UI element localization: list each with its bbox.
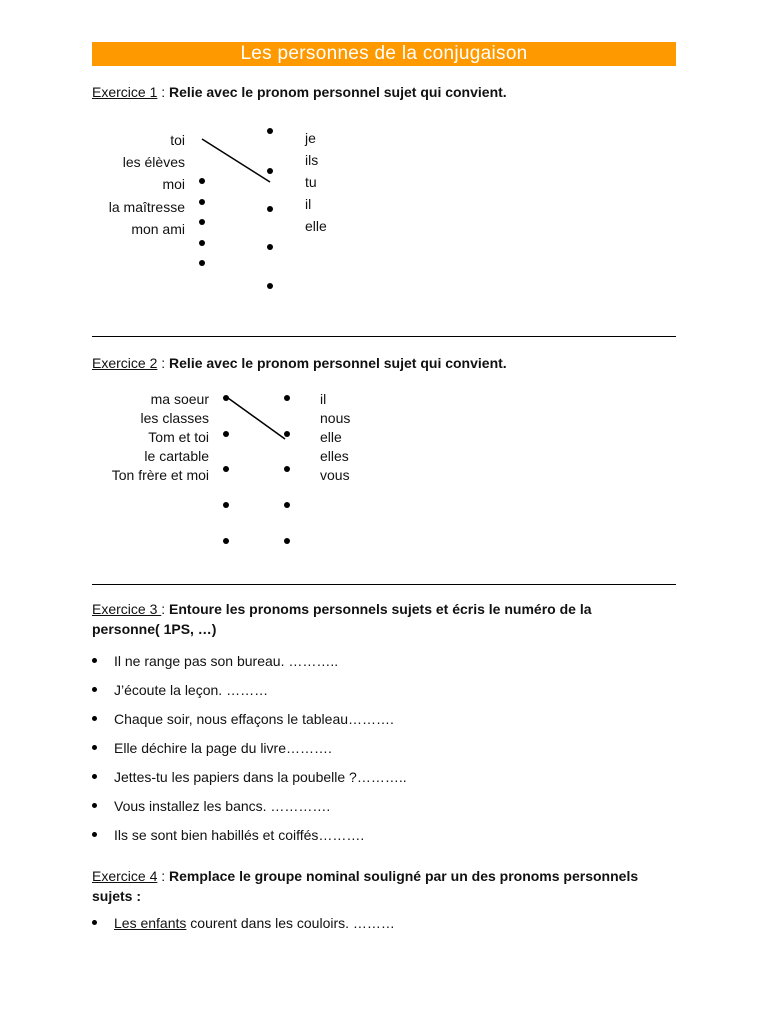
- list-item: [92, 825, 407, 854]
- ex1-right-dot[interactable]: [267, 206, 273, 212]
- ex2-left-word: ma soeur: [150, 391, 209, 407]
- exercise-4-list: [92, 913, 395, 942]
- exercise-3-heading: [92, 599, 676, 639]
- ex1-right-dot[interactable]: [267, 128, 273, 134]
- exercise-2-label: Exercice 2: [92, 355, 158, 371]
- ex2-left-word: les classes: [140, 410, 209, 426]
- ex2-right-pronoun: nous: [320, 410, 351, 426]
- exercise-2-separator: :: [157, 355, 170, 371]
- exercise-2-instruction: Relie avec le pronom personnel sujet qui convient.: [169, 355, 507, 371]
- ex1-right-pronoun: ils: [305, 152, 319, 168]
- ex2-left-dot[interactable]: [223, 502, 229, 508]
- ex2-left-dot[interactable]: [223, 466, 229, 472]
- exercise-4-instruction-line1: Remplace le groupe nominal souligné par un des pronoms personnels: [169, 868, 639, 884]
- exercise-2-heading: [92, 353, 507, 373]
- ex2-right-dot[interactable]: [284, 431, 290, 437]
- exercise-4-heading: [92, 866, 676, 906]
- list-item: [92, 709, 407, 738]
- exercise-3-instruction-line2: personne( 1PS, …): [92, 621, 217, 637]
- ex1-left-dot[interactable]: [199, 260, 205, 266]
- ex2-right-dot[interactable]: [284, 538, 290, 544]
- list-item: [92, 680, 407, 709]
- ex2-right-pronoun: elles: [320, 448, 349, 464]
- ex1-left-dot[interactable]: [199, 219, 205, 225]
- ex1-right-pronoun: elle: [305, 218, 327, 234]
- ex1-right-dot[interactable]: [267, 244, 273, 250]
- bullet-icon: [92, 920, 97, 925]
- list-item: [92, 913, 395, 942]
- list-item-text: courent dans les couloirs. ………: [186, 915, 395, 931]
- bullet-icon: [92, 716, 97, 721]
- list-item-text: Elle déchire la page du livre……….: [114, 740, 332, 756]
- exercise-3-label: Exercice 3: [92, 601, 162, 617]
- bullet-icon: [92, 803, 97, 808]
- exercise-3-separator: :: [161, 601, 170, 617]
- exercise-4-separator: :: [157, 868, 170, 884]
- bullet-icon: [92, 745, 97, 750]
- ex2-left-word: le cartable: [144, 448, 209, 464]
- bullet-icon: [92, 658, 97, 663]
- ex2-right-dot[interactable]: [284, 502, 290, 508]
- ex2-left-dot[interactable]: [223, 431, 229, 437]
- exercise-1-instruction: Relie avec le pronom personnel sujet qui convient.: [169, 84, 507, 100]
- list-item: [92, 767, 407, 796]
- list-item-text: Ils se sont bien habillés et coiffés……….: [114, 827, 365, 843]
- ex2-left-dot[interactable]: [223, 395, 229, 401]
- list-item: [92, 651, 407, 680]
- ex1-left-dot[interactable]: [199, 199, 205, 205]
- exercise-1-heading: [92, 82, 507, 102]
- ex2-example-line: [228, 398, 285, 439]
- list-item-text: J’écoute la leçon. ………: [114, 682, 269, 698]
- ex2-right-dot[interactable]: [284, 395, 290, 401]
- ex1-right-pronoun: je: [305, 130, 316, 146]
- ex1-right-dot[interactable]: [267, 168, 273, 174]
- list-item-text: Vous installez les bancs. ………….: [114, 798, 331, 814]
- ex1-left-dot[interactable]: [199, 178, 205, 184]
- ex2-right-pronoun: vous: [320, 467, 350, 483]
- ex2-left-word: Ton frère et moi: [111, 467, 209, 483]
- exercise-1-separator: :: [157, 84, 170, 100]
- ex1-left-word: mon ami: [131, 221, 185, 237]
- page-title: Les personnes de la conjugaison: [92, 42, 676, 66]
- ex1-left-word: les élèves: [122, 154, 185, 170]
- ex2-right-pronoun: il: [320, 391, 327, 407]
- list-item-text: Il ne range pas son bureau. ………..: [114, 653, 339, 669]
- bullet-icon: [92, 832, 97, 837]
- list-item: [92, 738, 407, 767]
- list-item-text: Chaque soir, nous effaçons le tableau……….: [114, 711, 394, 727]
- ex2-right-pronoun: elle: [320, 429, 342, 445]
- exercise-3-instruction-line1: Entoure les pronoms personnels sujets et écris le numéro de la: [169, 601, 592, 617]
- ex1-right-pronoun: tu: [305, 174, 317, 190]
- bullet-icon: [92, 687, 97, 692]
- ex1-example-line: [202, 139, 270, 182]
- ex1-left-word: toi: [170, 132, 185, 148]
- ex1-right-dot[interactable]: [267, 283, 273, 289]
- section-divider: [92, 336, 676, 337]
- list-item-text: Jettes-tu les papiers dans la poubelle ?………..: [114, 769, 407, 785]
- list-item: [92, 796, 407, 825]
- exercise-4-instruction-line2: sujets :: [92, 888, 142, 904]
- ex2-right-dot[interactable]: [284, 466, 290, 472]
- ex1-left-word: moi: [162, 176, 185, 192]
- exercise-4-label: Exercice 4: [92, 868, 158, 884]
- ex2-left-word: Tom et toi: [148, 429, 209, 445]
- ex1-left-word: la maîtresse: [108, 199, 185, 215]
- exercise-3-list: [92, 651, 407, 854]
- exercise-1-label: Exercice 1: [92, 84, 158, 100]
- ex2-left-dot[interactable]: [223, 538, 229, 544]
- underlined-noun-group: Les enfants: [114, 915, 187, 931]
- ex1-right-pronoun: il: [305, 196, 312, 212]
- bullet-icon: [92, 774, 97, 779]
- section-divider: [92, 584, 676, 585]
- ex1-left-dot[interactable]: [199, 240, 205, 246]
